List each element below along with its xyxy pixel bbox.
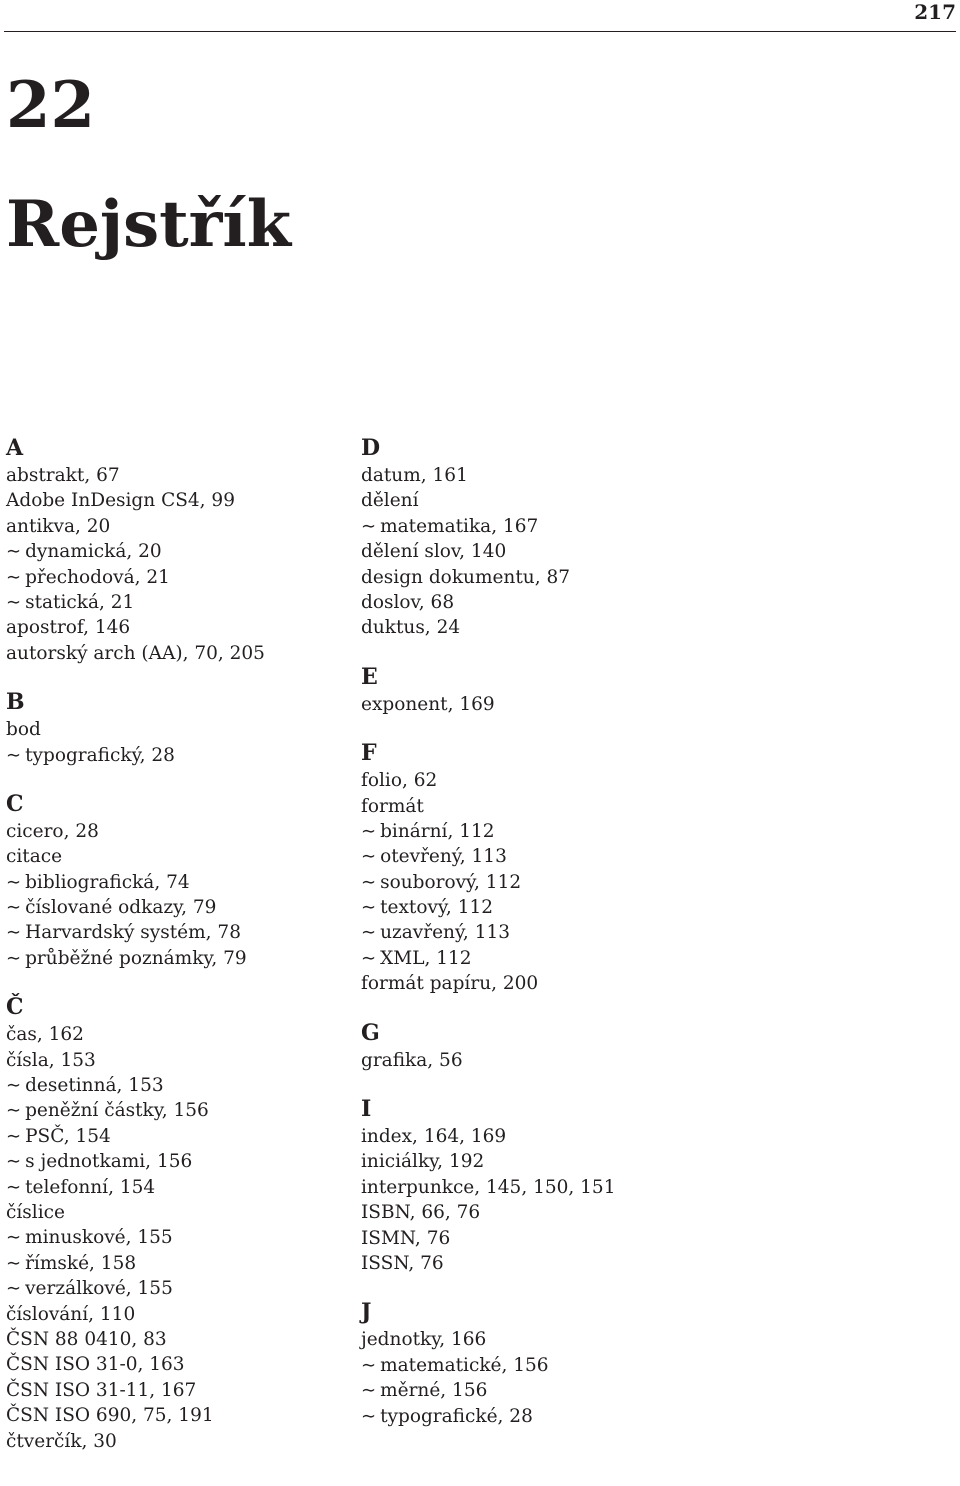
tilde-marker: ∼: [361, 820, 377, 842]
entry-text: index, 164, 169: [361, 1126, 507, 1148]
entry-text: binární, 112: [380, 820, 495, 842]
entry-text: XML, 112: [380, 947, 472, 969]
entry-text: číslované odkazy, 79: [25, 897, 217, 919]
index-entry: [361, 1251, 701, 1276]
index-subentry: [6, 1098, 346, 1123]
entry-text: grafika, 56: [361, 1049, 463, 1071]
entry-text: číslice: [6, 1201, 65, 1223]
entry-text: ČSN ISO 31-11, 167: [6, 1379, 197, 1401]
index-entry: [361, 615, 701, 640]
index-subentry: [361, 870, 701, 895]
chapter-title: Rejstřík: [6, 187, 292, 262]
index-subentry: [6, 743, 346, 768]
index-section: [6, 687, 346, 768]
entry-text: formát papíru, 200: [361, 973, 539, 995]
index-entry: [6, 488, 346, 513]
index-entry: [6, 1403, 346, 1428]
index-entry: [6, 1378, 346, 1403]
index-section: [361, 738, 701, 997]
entry-text: bod: [6, 719, 41, 741]
index-subentry: [361, 895, 701, 920]
entry-text: Adobe InDesign CS4, 99: [6, 490, 235, 512]
index-section: [6, 433, 346, 666]
index-entry: [361, 1124, 701, 1149]
section-letter: B: [6, 689, 25, 716]
tilde-marker: ∼: [6, 1252, 22, 1274]
index-entry: [361, 1226, 701, 1251]
entry-text: duktus, 24: [361, 617, 461, 639]
entry-text: souborový, 112: [380, 871, 522, 893]
chapter-number: 22: [6, 68, 96, 143]
section-letter: A: [6, 435, 24, 461]
index-entry: [361, 1048, 701, 1073]
index-entry: [6, 615, 346, 640]
tilde-marker: ∼: [6, 897, 22, 919]
entry-text: telefonní, 154: [25, 1176, 156, 1198]
entry-text: abstrakt, 67: [6, 465, 120, 486]
index-entry: [6, 1022, 346, 1047]
tilde-marker: ∼: [6, 1227, 22, 1249]
index-entry: [6, 1200, 346, 1225]
index-subentry: [361, 819, 701, 844]
entry-text: datum, 161: [361, 465, 468, 486]
index-subentry: [6, 920, 346, 945]
index-subentry: [361, 920, 701, 945]
index-entry: [6, 717, 346, 742]
entry-text: apostrof, 146: [6, 617, 131, 639]
index-entry: [361, 565, 701, 590]
entry-text: matematické, 156: [380, 1354, 549, 1376]
entry-text: čtverčík, 30: [6, 1430, 117, 1452]
page-number: 217: [914, 0, 956, 24]
index-entry: [6, 819, 346, 844]
tilde-marker: ∼: [361, 871, 377, 893]
index-subentry: [361, 844, 701, 869]
index-entry: [6, 463, 346, 488]
index-column-right: [361, 433, 701, 1450]
entry-text: ISMN, 76: [361, 1227, 451, 1249]
index-subentry: [6, 1225, 346, 1250]
tilde-marker: ∼: [361, 1380, 377, 1402]
index-entry: [361, 794, 701, 819]
entry-text: měrné, 156: [380, 1380, 488, 1402]
entry-text: s jednotkami, 156: [25, 1151, 193, 1173]
index-section: [6, 789, 346, 971]
index-section: [361, 1297, 701, 1429]
tilde-marker: ∼: [6, 744, 22, 766]
entry-text: číslování, 110: [6, 1303, 136, 1325]
entry-text: dělení slov, 140: [361, 541, 507, 563]
index-subentry: [6, 539, 346, 564]
index-subentry: [361, 1378, 701, 1403]
index-section: [361, 662, 701, 717]
index-entry: [6, 1327, 346, 1352]
index-entry: [6, 844, 346, 869]
header-rule: [4, 31, 956, 32]
tilde-marker: ∼: [6, 541, 22, 563]
index-entry: [6, 641, 346, 666]
entry-text: římské, 158: [25, 1252, 137, 1274]
tilde-marker: ∼: [6, 1125, 22, 1147]
index-subentry: [6, 1276, 346, 1301]
tilde-marker: ∼: [361, 947, 377, 969]
entry-text: ISSN, 76: [361, 1252, 444, 1274]
tilde-marker: ∼: [6, 1176, 22, 1198]
tilde-marker: ∼: [6, 566, 22, 588]
index-entry: [6, 1048, 346, 1073]
entry-text: čas, 162: [6, 1024, 84, 1046]
tilde-marker: ∼: [361, 1405, 377, 1427]
entry-text: interpunkce, 145, 150, 151: [361, 1176, 616, 1198]
entry-text: autorský arch (AA), 70, 205: [6, 642, 265, 664]
index-entry: [361, 463, 701, 488]
index-entry: [361, 539, 701, 564]
entry-text: ČSN 88 0410, 83: [6, 1328, 167, 1350]
index-entry: [6, 514, 346, 539]
entry-text: průběžné poznámky, 79: [25, 947, 247, 969]
index-subentry: [6, 1124, 346, 1149]
tilde-marker: ∼: [361, 897, 377, 919]
index-subentry: [361, 946, 701, 971]
entry-text: minuskové, 155: [25, 1227, 173, 1249]
index-subentry: [6, 1149, 346, 1174]
entry-text: jednotky, 166: [361, 1329, 487, 1351]
entry-text: cicero, 28: [6, 820, 99, 842]
section-letter: C: [6, 790, 24, 817]
entry-text: bibliografická, 74: [25, 871, 190, 893]
index-entry: [361, 692, 701, 717]
index-section: [361, 433, 701, 641]
entry-text: přechodová, 21: [25, 566, 170, 588]
index-entry: [361, 1200, 701, 1225]
entry-text: citace: [6, 846, 63, 868]
entry-text: Harvardský systém, 78: [25, 922, 241, 944]
entry-text: verzálkové, 155: [25, 1278, 173, 1300]
index-entry: [361, 590, 701, 615]
index-entry: [361, 1327, 701, 1352]
tilde-marker: ∼: [6, 591, 22, 613]
entry-text: typografický, 28: [25, 744, 175, 766]
index-subentry: [6, 895, 346, 920]
index-entry: [361, 768, 701, 793]
entry-text: matematika, 167: [380, 515, 539, 537]
entry-text: exponent, 169: [361, 693, 495, 715]
tilde-marker: ∼: [361, 1354, 377, 1376]
tilde-marker: ∼: [6, 871, 22, 893]
index-subentry: [361, 1353, 701, 1378]
index-subentry: [6, 1073, 346, 1098]
entry-text: iniciálky, 192: [361, 1151, 485, 1173]
index-entry: [361, 1175, 701, 1200]
tilde-marker: ∼: [361, 846, 377, 868]
entry-text: čísla, 153: [6, 1049, 96, 1071]
entry-text: PSČ, 154: [25, 1125, 111, 1147]
index-entry: [361, 1149, 701, 1174]
index-subentry: [361, 1404, 701, 1429]
index-subentry: [6, 870, 346, 895]
index-entry: [6, 1302, 346, 1327]
entry-text: otevřený, 113: [380, 846, 507, 868]
tilde-marker: ∼: [6, 1151, 22, 1173]
index-column-left: [6, 433, 346, 1475]
entry-text: ČSN ISO 690, 75, 191: [6, 1405, 214, 1427]
section-letter: Č: [6, 994, 24, 1021]
tilde-marker: ∼: [6, 1100, 22, 1122]
entry-text: folio, 62: [361, 770, 438, 792]
index-section: [361, 1018, 701, 1073]
section-letter: E: [361, 663, 378, 690]
entry-text: statická, 21: [25, 591, 135, 613]
entry-text: peněžní částky, 156: [25, 1100, 209, 1122]
index-subentry: [6, 565, 346, 590]
section-letter: I: [361, 1096, 372, 1123]
section-letter: G: [361, 1019, 380, 1046]
tilde-marker: ∼: [6, 947, 22, 969]
entry-text: doslov, 68: [361, 591, 455, 613]
tilde-marker: ∼: [361, 922, 377, 944]
section-letter: D: [361, 435, 381, 461]
tilde-marker: ∼: [6, 1278, 22, 1300]
entry-text: textový, 112: [380, 897, 493, 919]
index-entry: [6, 1352, 346, 1377]
entry-text: dělení: [361, 490, 419, 512]
entry-text: uzavřený, 113: [380, 922, 511, 944]
index-subentry: [6, 590, 346, 615]
index-entry: [361, 488, 701, 513]
section-letter: F: [361, 740, 377, 767]
index-subentry: [6, 1175, 346, 1200]
tilde-marker: ∼: [6, 922, 22, 944]
index-subentry: [6, 946, 346, 971]
tilde-marker: ∼: [361, 515, 377, 537]
entry-text: formát: [361, 795, 424, 817]
index-section: [6, 992, 346, 1454]
entry-text: ISBN, 66, 76: [361, 1202, 481, 1224]
entry-text: design dokumentu, 87: [361, 566, 571, 588]
index-entry: [361, 971, 701, 996]
index-subentry: [6, 1251, 346, 1276]
tilde-marker: ∼: [6, 1075, 22, 1097]
entry-text: ČSN ISO 31-0, 163: [6, 1354, 185, 1376]
entry-text: antikva, 20: [6, 515, 111, 537]
entry-text: desetinná, 153: [25, 1075, 164, 1097]
section-letter: J: [361, 1299, 372, 1326]
index-subentry: [361, 514, 701, 539]
entry-text: typografické, 28: [380, 1405, 533, 1427]
entry-text: dynamická, 20: [25, 541, 162, 563]
index-entry: [6, 1429, 346, 1454]
index-section: [361, 1094, 701, 1276]
